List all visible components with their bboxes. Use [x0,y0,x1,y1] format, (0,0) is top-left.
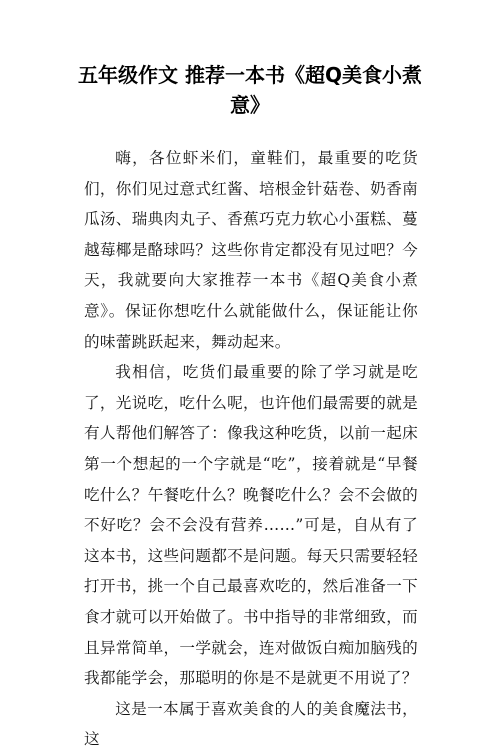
document-title: 五年级作文 推荐一本书《超Q美食小煮意》 [78,63,422,117]
paragraph-3: 这是一本属于喜欢美食的人的美食魔法书，这 [84,699,418,749]
paragraph-1: 嗨，各位虾米们，童鞋们，最重要的吃货们，你们见过意式红酱、培根金针菇卷、奶香南瓜汤、瑞典肉丸子、香蕉巧克力软心小蛋糕、蔓越莓椰是酪球吗？这些你肯定都没有见过吧？今天，我就要向大家推荐一本书《超Q美食小煮意》。保证你想吃什么就能做什么，保证能让你的味蕾跳跃起来，舞动起来。 [84,149,418,351]
document-body [84,143,418,755]
paragraph-2: 我相信，吃货们最重要的除了学习就是吃了，光说吃，吃什么呢，也许他们最需要的就是有人帮他们解答了：像我这种吃货，以前一起床第一个想起的一个字就是“吃”，接着就是“早餐吃什么？午餐吃什么？晚餐吃什么？会不会做的不好吃？会不会没有营养……”可是，自从有了这本书，这些问题都不是问题。每天只需要轻轻打开书，挑一个自己最喜欢吃的，然后准备一下食才就可以开始做了。书中指导的非常细致，而且异常简单，一学就会，连对做饭白痴加脑残的我都能学会，那聪明的你是不是就更不用说了？ [84,363,418,688]
